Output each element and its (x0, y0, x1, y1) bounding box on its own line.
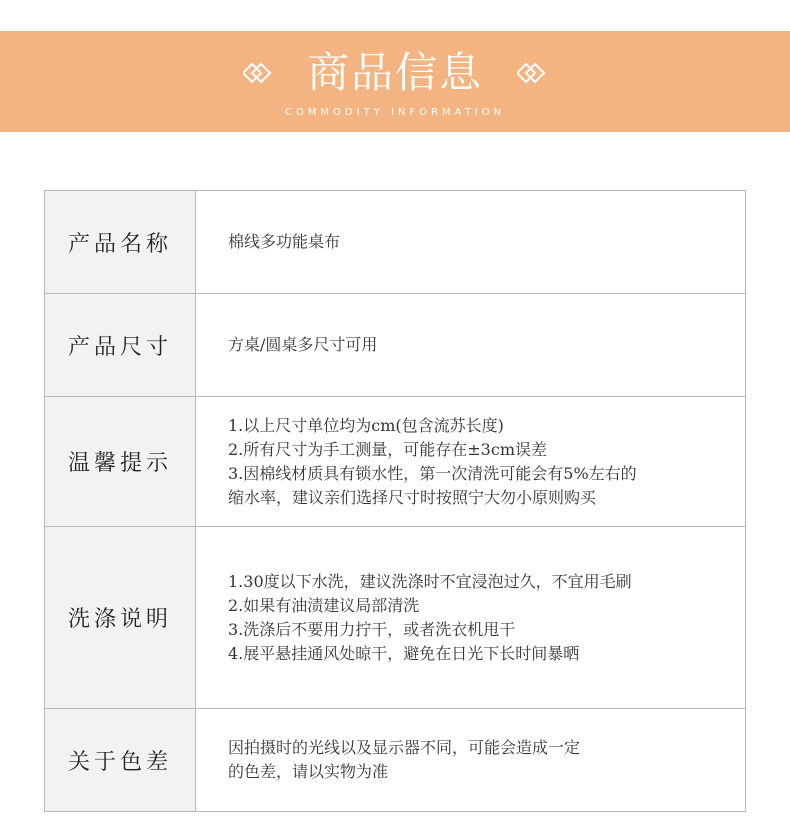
row-label: 洗涤说明 (45, 527, 196, 709)
header-banner (0, 31, 790, 132)
value-line: 1.30度以下水洗，建议洗涤时不宜浸泡过久，不宜用毛刷 (228, 571, 632, 591)
table-row (45, 294, 746, 397)
row-value (196, 191, 746, 294)
double-diamond-icon (517, 62, 547, 84)
row-label: 温馨提示 (45, 397, 196, 527)
row-label: 关于色差 (45, 709, 196, 812)
table-row (45, 397, 746, 527)
value-line: 3.洗涤后不要用力拧干，或者洗衣机甩干 (228, 619, 516, 639)
header-title-row (0, 45, 790, 101)
value-line: 的色差，请以实物为准 (228, 762, 389, 781)
value-line: 4.展平悬挂通风处晾干，避免在日光下长时间暴晒 (228, 643, 580, 663)
row-label: 产品尺寸 (45, 294, 196, 397)
table-row (45, 191, 746, 294)
value-line: 2.所有尺寸为手工测量，可能存在±3cm误差 (228, 439, 547, 459)
row-value (196, 709, 746, 812)
page-subtitle: COMMODITY INFORMATION (284, 107, 506, 118)
product-info-table (44, 190, 746, 812)
value-line: 3.因棉线材质具有锁水性，第一次清洗可能会有5%左右的 (228, 463, 637, 483)
row-label: 产品名称 (45, 191, 196, 294)
value-line: 2.如果有油渍建议局部清洗 (228, 595, 420, 615)
page-title: 商品信息 (306, 48, 483, 97)
row-value (196, 397, 746, 527)
value-line: 1.以上尺寸单位均为cm(包含流苏长度) (228, 415, 504, 435)
value-line: 缩水率，建议亲们选择尺寸时按照宁大勿小原则购买 (228, 487, 597, 507)
row-value (196, 527, 746, 709)
value-line: 因拍摄时的光线以及显示器不同，可能会造成一定 (228, 738, 581, 757)
value-line: 方桌/圆桌多尺寸可用 (228, 335, 378, 354)
table-row (45, 709, 746, 812)
value-line: 棉线多功能桌布 (228, 232, 341, 251)
row-value (196, 294, 746, 397)
table-row (45, 527, 746, 709)
double-diamond-icon (243, 62, 273, 84)
